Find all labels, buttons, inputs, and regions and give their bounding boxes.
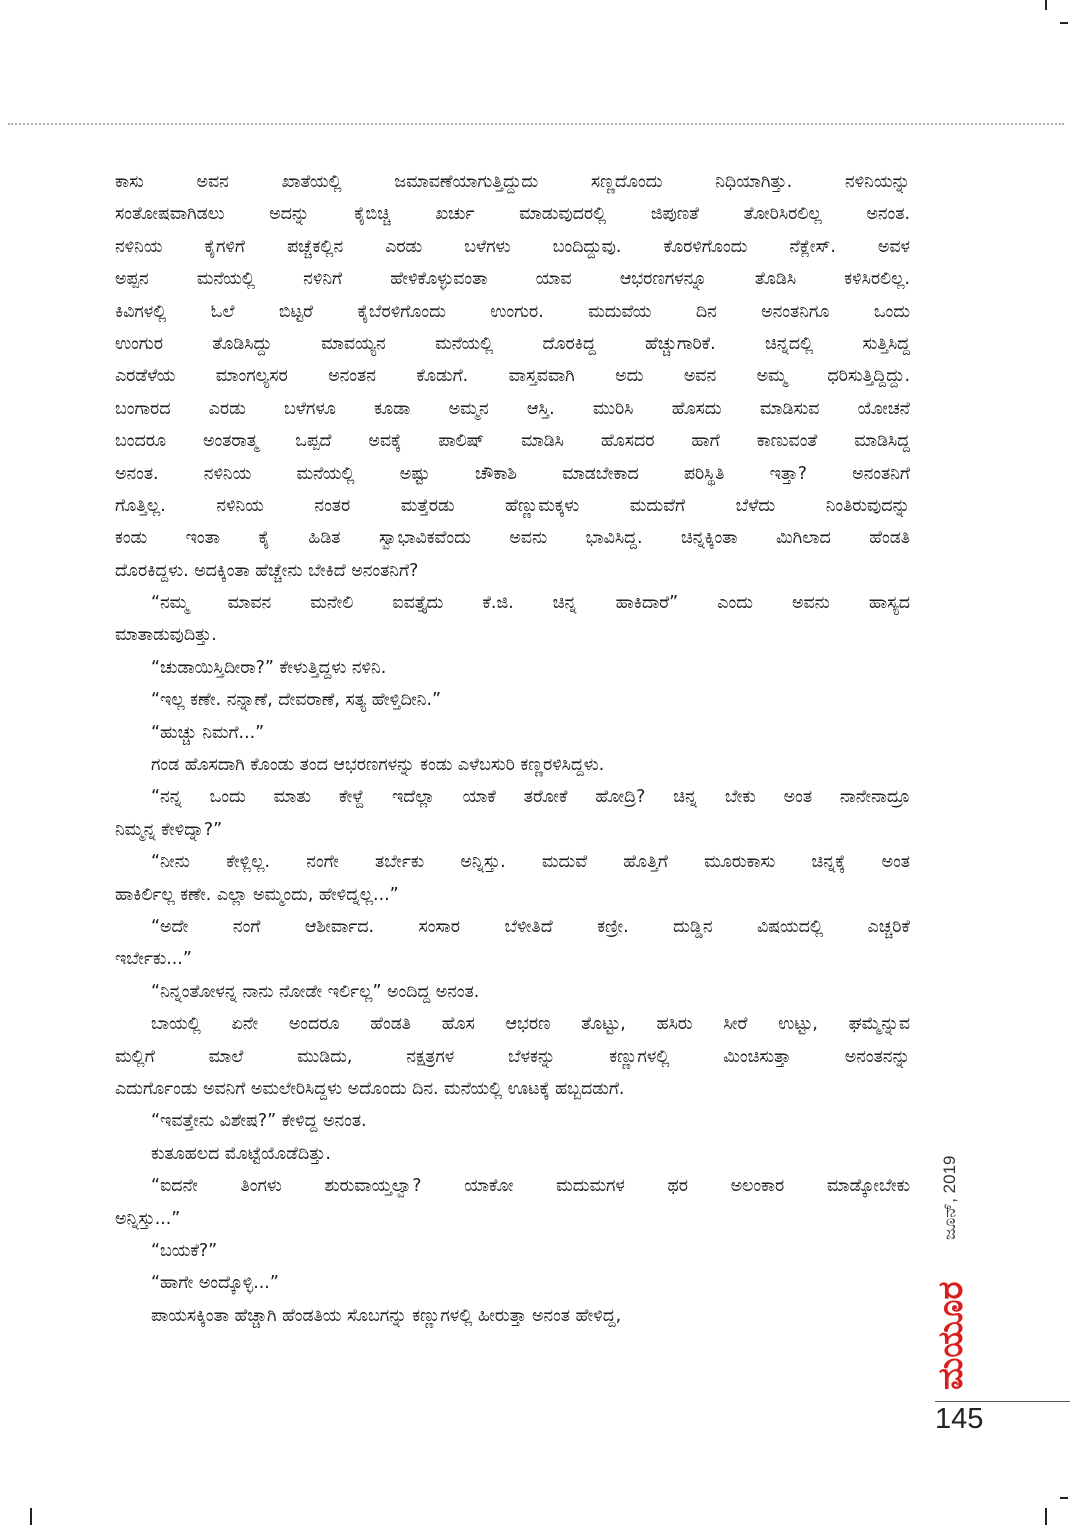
article-line: ಅಪ್ಪನ ಮನೆಯಲ್ಲಿ ನಳಿನಿಗೆ ಹೇಳಿಕೊಳ್ಳುವಂತಾ ಯಾವ ಆಭರಣಗಳನ್ನೂ ತೊಡಿಸಿ ಕಳಿಸಿರಲಿಲ್ಲ.: [115, 269, 910, 290]
article-line: ಮಾತಾಡುವುದಿತ್ತು.: [115, 625, 217, 646]
article-line: “ಹಾಗೇ ಅಂದ್ಕೊಳ್ಳಿ...”: [151, 1273, 279, 1294]
article-line: “ಅದೇ ನಂಗೆ ಆಶೀರ್ವಾದ. ಸಂಸಾರ ಬೆಳೀತಿದೆ ಕಣ್ರೀ. ದುಡ್ಡಿನ ವಿಷಯದಲ್ಲಿ ಎಚ್ಚರಿಕೆ: [151, 916, 910, 937]
article-line: ಕಾಸು ಅವನ ಖಾತೆಯಲ್ಲಿ ಜಮಾವಣೆಯಾಗುತ್ತಿದ್ದುದು ಸಣ್ಣದೊಂದು ನಿಧಿಯಾಗಿತ್ತು. ನಳಿನಿಯನ್ನು: [115, 172, 910, 192]
article-line: ಬಂಗಾರದ ಎರಡು ಬಳೆಗಳೂ ಕೂಡಾ ಅಮ್ಮನ ಆಸ್ತಿ. ಮುರಿಸಿ ಹೊಸದು ಮಾಡಿಸುವ ಯೋಚನೆ: [115, 398, 910, 419]
article-line: “ನನ್ನ ಒಂದು ಮಾತು ಕೇಳ್ದೆ ಇದೆಲ್ಲಾ ಯಾಕೆ ತರೋಕೆ ಹೋದ್ರಿ? ಚಿನ್ನ ಬೇಕು ಅಂತ ನಾನೇನಾದ್ರೂ: [151, 787, 910, 808]
crop-mark-bottom-right: [1045, 1508, 1047, 1525]
article-line: ಮಲ್ಲಿಗೆ ಮಾಲೆ ಮುಡಿದು, ನಕ್ಷತ್ರಗಳ ಬೆಳಕನ್ನು ಕಣ್ಣುಗಳಲ್ಲಿ ಮಿಂಚಿಸುತ್ತಾ ಅನಂತನನ್ನು: [115, 1046, 910, 1067]
article-line: “ಇವತ್ತೇನು ವಿಶೇಷ?” ಕೇಳಿದ್ದ ಅನಂತ.: [151, 1111, 367, 1132]
article-line: ಕಿವಿಗಳಲ್ಲಿ ಓಲೆ ಬಿಟ್ಟರೆ ಕೈಬೆರಳಿಗೊಂದು ಉಂಗುರ. ಮದುವೆಯ ದಿನ ಅನಂತನಿಗೂ ಒಂದು: [115, 301, 910, 322]
crop-mark-bottom-left: [30, 1508, 32, 1525]
article-line: “ಹುಚ್ಚು ನಿಮಗೆ...”: [151, 722, 265, 743]
crop-mark-side-right: [1060, 22, 1068, 24]
article-line: “ಚುಡಾಯಿಸ್ತಿದೀರಾ?” ಕೇಳುತ್ತಿದ್ದಳು ನಳಿನಿ.: [151, 657, 387, 678]
article-line: ಗಂಡ ಹೊಸದಾಗಿ ಕೊಂಡು ತಂದ ಆಭರಣಗಳನ್ನು ಕಂಡು ಎಳೆಬಸುರಿ ಕಣ್ಣರಳಿಸಿದ್ದಳು.: [151, 755, 605, 776]
article-line: ಬಾಯಲ್ಲಿ ಏನೇ ಅಂದರೂ ಹೆಂಡತಿ ಹೊಸ ಆಭರಣ ತೊಟ್ಟು, ಹಸಿರು ಸೀರೆ ಉಟ್ಟು, ಘಮ್ಮೆನ್ನುವ: [151, 1014, 910, 1035]
article-line: ನಳಿನಿಯ ಕೈಗಳಿಗೆ ಪಚ್ಚೆಕಲ್ಲಿನ ಎರಡು ಬಳೆಗಳು ಬಂದಿದ್ದುವು. ಕೊರಳಿಗೊಂದು ನೆಕ್ಲೇಸ್. ಅವಳ: [115, 236, 910, 257]
magazine-logo: [930, 1250, 972, 1390]
article-line: ಗೊತ್ತಿಲ್ಲ. ನಳಿನಿಯ ನಂತರ ಮತ್ತೆರಡು ಹೆಣ್ಣುಮಕ್ಕಳು ಮದುವೆಗೆ ಬೆಳೆದು ನಿಂತಿರುವುದನ್ನು: [115, 495, 910, 516]
article-line: ದೊರಕಿದ್ದಳು. ಅದಕ್ಕಿಂತಾ ಹೆಚ್ಚೇನು ಬೇಕಿದೆ ಅನಂತನಿಗೆ?: [115, 560, 419, 581]
article-line: ಸಂತೋಷವಾಗಿಡಲು ಅದನ್ನು ಕೈಬಿಚ್ಚಿ ಖರ್ಚು ಮಾಡುವುದರಲ್ಲಿ ಜಿಪುಣತೆ ತೋರಿಸಿರಲಿಲ್ಲ ಅನಂತ.: [115, 204, 910, 225]
article-line: “ನಮ್ಮ ಮಾವನ ಮನೇಲಿ ಐವತ್ತೈದು ಕೆ.ಜಿ. ಚಿನ್ನ ಹಾಕಿದಾರೆ” ಎಂದು ಅವನು ಹಾಸ್ಯದ: [151, 593, 910, 614]
article-line: ಅನ್ನಿಸ್ತು...”: [115, 1208, 181, 1229]
article-line: “ಬಯಕೆ?”: [151, 1240, 218, 1261]
issue-date: [940, 1110, 964, 1240]
article-line: ಉಂಗುರ ತೊಡಿಸಿದ್ದು ಮಾವಯ್ಯನ ಮನೆಯಲ್ಲಿ ದೊರಕಿದ್ದ ಹೆಚ್ಚುಗಾರಿಕೆ. ಚಿನ್ನದಲ್ಲಿ ಸುತ್ತಿಸಿದ್ದ: [115, 333, 910, 354]
page-number-rule: [935, 1401, 1070, 1402]
page-number: 145: [935, 1403, 984, 1435]
article-line: ಇರ್ಬೇಕು...”: [115, 949, 192, 970]
article-line: ನಿಮ್ಮನ್ನ ಕೇಳಿದ್ನಾ?”: [115, 819, 223, 840]
header-dotted-rule: [8, 123, 1064, 125]
article-line: ಕಂಡು ಇಂತಾ ಕೈ ಹಿಡಿತ ಸ್ವಾಭಾವಿಕವೆಂದು ಅವನು ಭಾವಿಸಿದ್ದ. ಚಿನ್ನಕ್ಕಿಂತಾ ಮಿಗಿಲಾದ ಹೆಂಡತಿ: [115, 528, 910, 549]
article-body: [115, 166, 910, 1332]
crop-mark-top-right: [1045, 0, 1047, 10]
article-line: ಎರಡೆಳೆಯ ಮಾಂಗಲ್ಯಸರ ಅನಂತನ ಕೊಡುಗೆ. ವಾಸ್ತವವಾಗಿ ಅದು ಅವನ ಅಮ್ಮ ಧರಿಸುತ್ತಿದ್ದಿದ್ದು.: [115, 366, 910, 387]
article-line: “ಐದನೇ ತಿಂಗಳು ಶುರುವಾಯ್ತಲ್ವಾ? ಯಾಕೋ ಮದುಮಗಳ ಥರ ಅಲಂಕಾರ ಮಾಡ್ಕೋಬೇಕು: [151, 1176, 910, 1197]
issue-date-text: ಜೂನ್, 2019: [940, 1155, 959, 1240]
magazine-logo-text: ಮಯೂರ: [931, 1281, 971, 1390]
article-line: “ಇಲ್ಲ ಕಣೇ. ನನ್ನಾಣೆ, ದೇವರಾಣೆ, ಸತ್ಯ ಹೇಳ್ತಿದೀನಿ.”: [151, 690, 441, 711]
article-line: ಬಂದರೂ ಅಂತರಾತ್ಮ ಒಪ್ಪದೆ ಅವಕ್ಕೆ ಪಾಲಿಷ್ ಮಾಡಿಸಿ ಹೊಸದರ ಹಾಗೆ ಕಾಣುವಂತೆ ಮಾಡಿಸಿದ್ದ: [115, 431, 910, 452]
article-line: “ನೀನು ಕೇಳ್ಲಿಲ್ಲ. ನಂಗೇ ತರ್ಬೇಕು ಅನ್ನಿಸ್ತು. ಮದುವೆ ಹೊತ್ತಿಗೆ ಮೂರುಕಾಸು ಚಿನ್ನಕ್ಕೆ ಅಂತ: [151, 852, 910, 873]
article-line: ಕುತೂಹಲದ ಮೊಟ್ಟೆಯೊಡೆದಿತ್ತು.: [151, 1143, 331, 1164]
article-line: ಹಾಕಿರ್ಲಿಲ್ಲ ಕಣೇ. ಎಲ್ಲಾ ಅಮ್ಮಂದು, ಹೇಳಿದ್ನಲ್ಲ...”: [115, 884, 399, 905]
article-line: “ನಿನ್ನಂತೋಳನ್ನ ನಾನು ನೋಡೇ ಇರ್ಲಿಲ್ಲ” ಅಂದಿದ್ದ ಅನಂತ.: [151, 981, 480, 1002]
article-line: ಎದುರ್ಗೊಂಡು ಅವನಿಗೆ ಅಮಲೇರಿಸಿದ್ದಳು ಅದೊಂದು ದಿನ. ಮನೆಯಲ್ಲಿ ಊಟಕ್ಕೆ ಹಬ್ಬದಡುಗೆ.: [115, 1078, 625, 1099]
crop-mark-side-right-lower: [1060, 1497, 1068, 1499]
article-line: ಅನಂತ. ನಳಿನಿಯ ಮನೆಯಲ್ಲಿ ಅಷ್ಟು ಚೌಕಾಶಿ ಮಾಡಬೇಕಾದ ಪರಿಸ್ಥಿತಿ ಇತ್ತಾ? ಅನಂತನಿಗೆ: [115, 463, 910, 484]
article-line: ಪಾಯಸಕ್ಕಿಂತಾ ಹೆಚ್ಚಾಗಿ ಹೆಂಡತಿಯ ಸೊಬಗನ್ನು ಕಣ್ಣುಗಳಲ್ಲಿ ಹೀರುತ್ತಾ ಅನಂತ ಹೇಳಿದ್ದ,: [151, 1305, 622, 1326]
